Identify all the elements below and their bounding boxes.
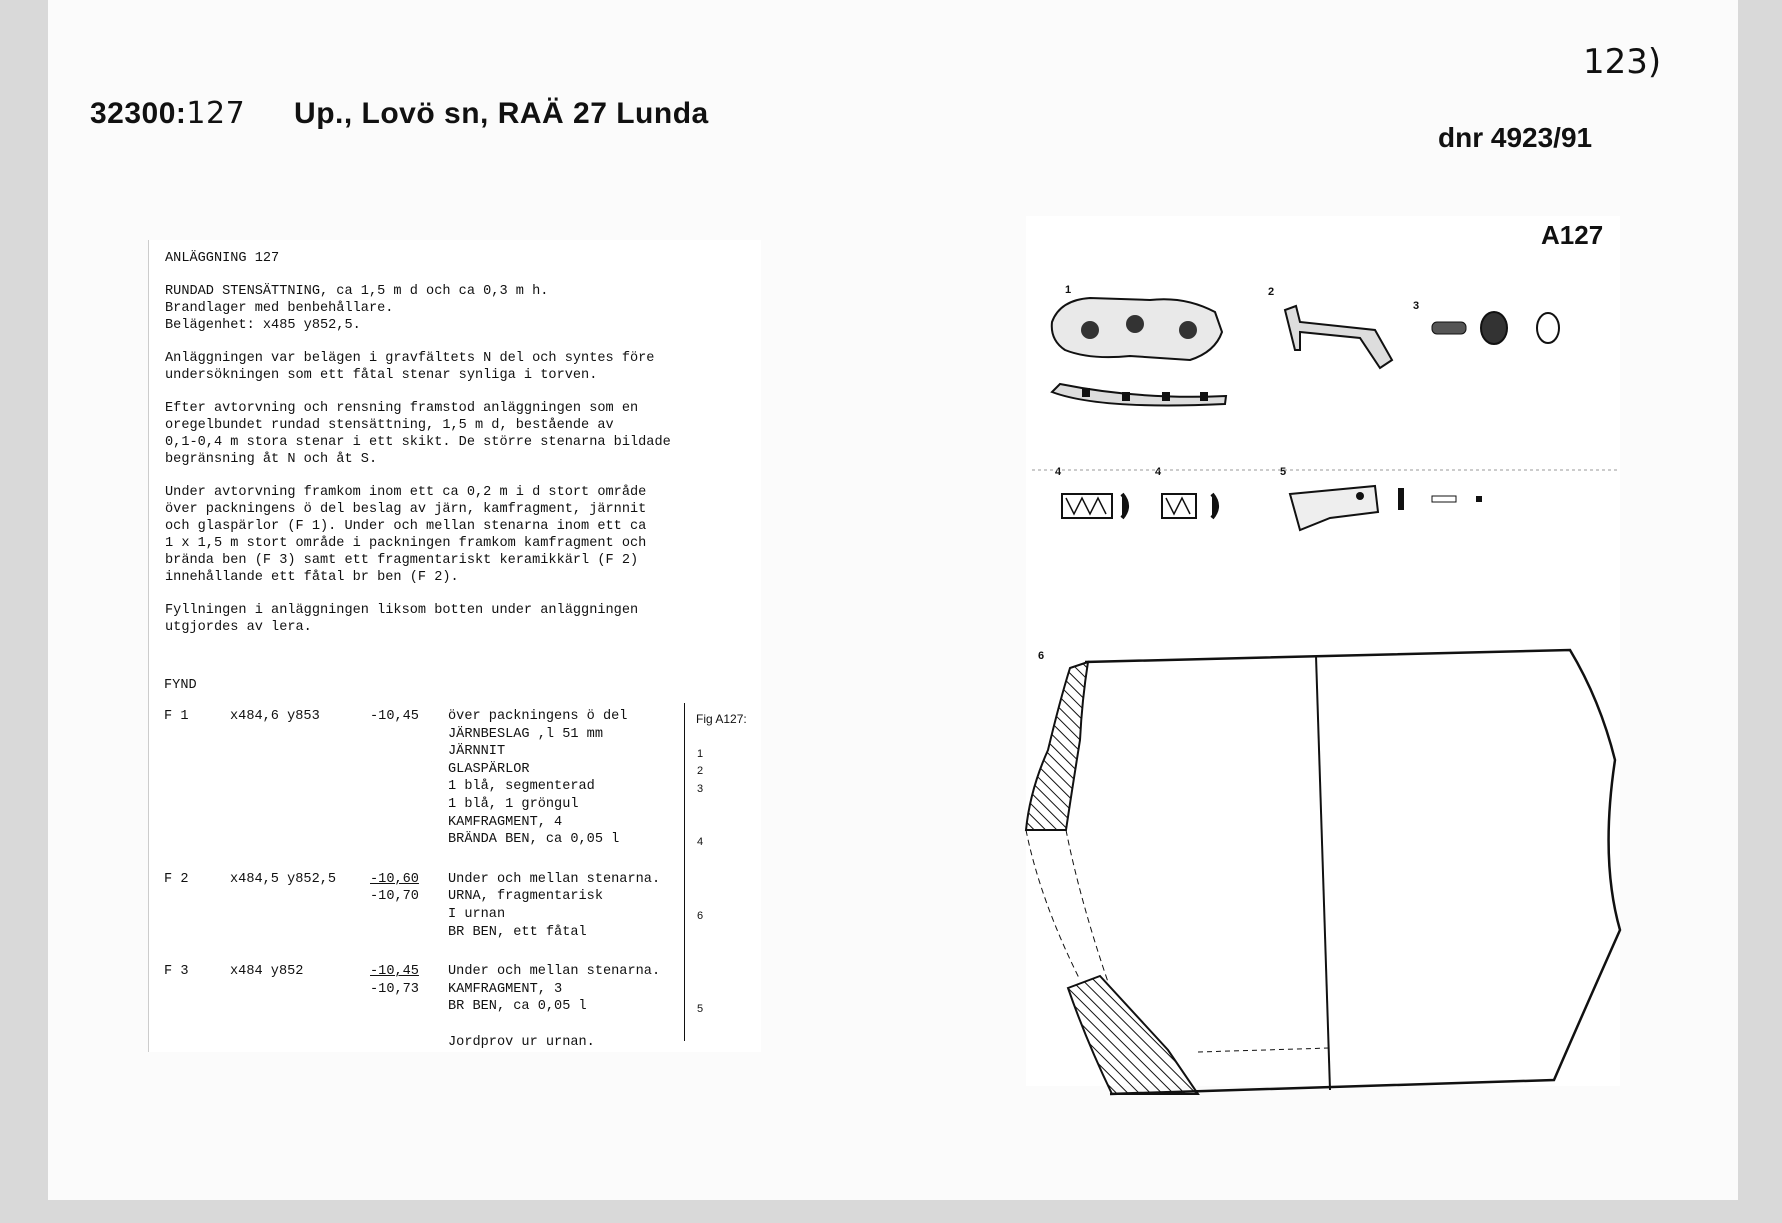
page-number-handwritten: 123) xyxy=(1583,42,1662,82)
find-line: 1 blå, segmenterad xyxy=(448,779,595,795)
find-level: -10,60 xyxy=(370,871,419,887)
report-title: ANLÄGGNING 127 xyxy=(165,251,280,266)
find-level: -10,45 xyxy=(370,709,419,724)
find-line: JÄRNBESLAG ,l 51 mm xyxy=(448,726,603,742)
find-line: 1 blå, 1 gröngul xyxy=(448,797,579,812)
report-paragraph-1: RUNDAD STENSÄTTNING, ca 1,5 m d och ca 0,3 m h. Brandlager med benbehållare. Belägenhet: x485 y852,5. xyxy=(165,284,549,333)
report-paragraph-2: Anläggningen var belägen i gravfältets N del och syntes före undersökningen som ett fåtal stenar synliga i torven. xyxy=(165,351,655,383)
fig-reference: 3 xyxy=(697,782,704,795)
site-name: Up., Lovö sn, RAÄ 27 Lunda xyxy=(294,97,709,130)
fig-reference: 5 xyxy=(697,1002,704,1015)
fig-reference: 6 xyxy=(697,910,704,923)
report-paragraph-3: Efter avtorvning och rensning framstod anläggningen som en oregelbundet rundad stensättning, 1,5 m d, bestående av 0,1-0,4 m stora stenar i ett skikt. De större stenarna bildade begränsning åt N och åt S. xyxy=(165,401,671,467)
find-line: URNA, fragmentarisk xyxy=(448,889,603,905)
dnr-number: dnr 4923/91 xyxy=(1438,122,1593,153)
figure-label-2: 2 xyxy=(1268,286,1275,298)
find-line: Under och mellan stenarna. xyxy=(448,871,661,887)
fig-heading: Fig A127: xyxy=(696,712,747,726)
find-id: F 2 xyxy=(164,871,189,887)
find-coordinates: x484 y852 xyxy=(230,964,304,980)
figure-label-1: 1 xyxy=(1065,284,1072,296)
figure-label-4b: 4 xyxy=(1155,466,1162,478)
report-paragraph-5: Fyllningen i anläggningen liksom botten under anläggningen utgjordes av lera. xyxy=(165,603,639,635)
figure-label-5: 5 xyxy=(1280,466,1287,478)
iron-rivet-drawing xyxy=(1285,306,1392,368)
iron-mount-drawing xyxy=(1052,298,1226,406)
find-level-lower: -10,70 xyxy=(370,889,419,905)
find-line: Under och mellan stenarna. xyxy=(448,964,661,980)
find-line: JÄRNNIT xyxy=(448,744,506,760)
find-line: KAMFRAGMENT, 4 xyxy=(448,814,563,830)
figure-label-6: 6 xyxy=(1038,650,1045,662)
figure-title: A127 xyxy=(1541,220,1604,250)
find-line: KAMFRAGMENT, 3 xyxy=(448,981,563,997)
find-line: BRÄNDA BEN, ca 0,05 l xyxy=(448,832,620,848)
find-line: I urnan xyxy=(448,906,506,922)
find-level-lower: -10,73 xyxy=(370,981,419,997)
find-level: -10,45 xyxy=(370,964,419,980)
find-id: F 1 xyxy=(164,709,189,724)
fig-reference: 1 xyxy=(697,747,704,760)
find-coordinates: x484,6 y853 xyxy=(230,709,320,724)
find-line: Jordprov ur urnan. xyxy=(448,1034,595,1050)
fig-reference: 2 xyxy=(697,765,704,778)
figure-label-4a: 4 xyxy=(1055,466,1062,478)
comb-fragment-5-drawing xyxy=(1290,486,1482,530)
comb-fragments-drawing xyxy=(1062,494,1217,518)
find-id: F 3 xyxy=(164,964,189,980)
find-line: GLASPÄRLOR xyxy=(448,761,530,777)
find-line: BR BEN, ca 0,05 l xyxy=(448,999,587,1015)
catalog-number: 32300: xyxy=(90,97,187,130)
find-line: BR BEN, ett fåtal xyxy=(448,924,587,940)
catalog-handwritten: 127 xyxy=(186,96,246,131)
fig-reference: 4 xyxy=(697,835,704,848)
urn-profile-drawing xyxy=(1026,650,1620,1094)
find-line: över packningens ö del xyxy=(448,709,628,724)
find-coordinates: x484,5 y852,5 xyxy=(230,871,337,887)
finds-heading: FYND xyxy=(164,678,197,693)
glass-beads-drawing xyxy=(1432,312,1559,344)
report-paragraph-4: Under avtorvning framkom inom ett ca 0,2 m i d stort område över packningens ö del beslag av järn, kamfragment, järnnit och glaspärlor (F 1). Under och mellan stenarna inom ett ca 1 x 1,5 m stort område i packningen framkom kamfragment och brända ben (F 3) samt ett fragmentariskt keramikkärl (F 2) innehållande ett fåtal br ben (F 2). xyxy=(165,485,647,585)
figure-label-3: 3 xyxy=(1413,300,1420,312)
